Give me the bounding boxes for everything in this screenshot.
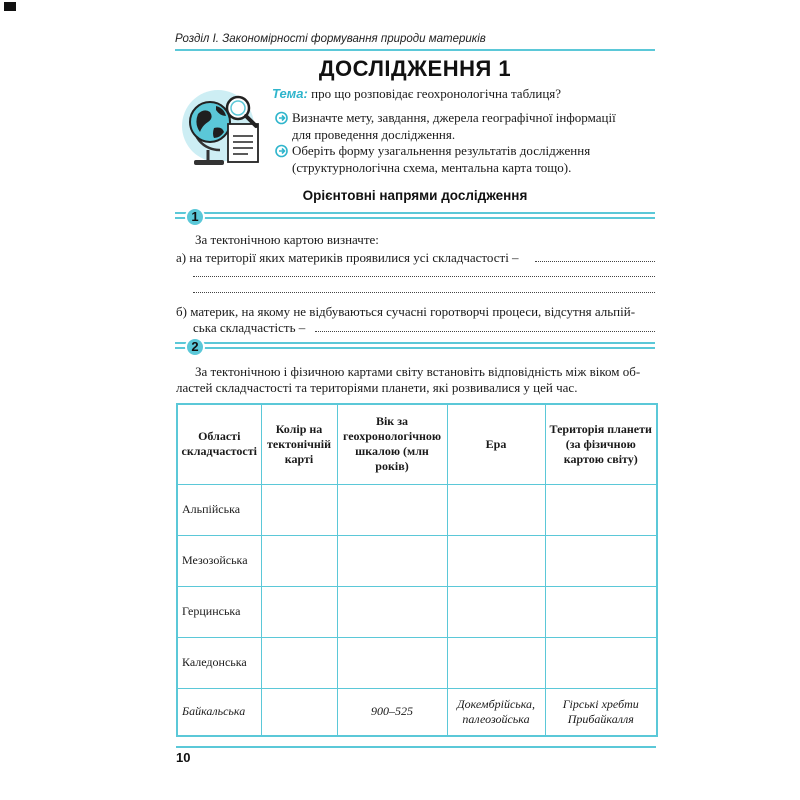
table-row-example: [177, 688, 657, 736]
page-number: 10: [176, 750, 191, 765]
answer-line[interactable]: [315, 331, 655, 332]
table-cell[interactable]: [261, 484, 337, 535]
table-cell: Мезозойська: [177, 535, 261, 586]
arrow-bullet-icon: [275, 143, 288, 159]
table-header-cell: Колір на тектонічній карті: [261, 404, 337, 484]
topic-label: Тема:: [272, 86, 308, 101]
table-cell[interactable]: [545, 484, 657, 535]
table-row: [177, 637, 657, 688]
instruction-line: Визначте мету, завдання, джерела географічної інформації: [292, 110, 616, 125]
chapter-divider: [175, 49, 655, 51]
table-row: [177, 535, 657, 586]
table-cell: Герцинська: [177, 586, 261, 637]
table-cell[interactable]: [261, 586, 337, 637]
section-number-badge: 2: [185, 337, 205, 357]
task-1-intro: За тектонічною картою визначте:: [195, 232, 379, 247]
section-heading: Орієнтовні напрями дослідження: [302, 188, 528, 203]
topic-text: про що розповідає геохронологічна таблиця?: [311, 86, 562, 101]
table-cell: Каледонська: [177, 637, 261, 688]
table-cell[interactable]: [337, 484, 447, 535]
task-2-text: ластей складчастості та територіями планети, які розвивалися у цей час.: [176, 380, 578, 395]
instruction-line: (структурнологічна схема, ментальна карта тощо).: [292, 159, 572, 175]
table-cell[interactable]: [447, 586, 545, 637]
table-header-cell: Області складчастості: [177, 404, 261, 484]
task-1b-text: б) материк, на якому не відбуваються сучасні горотворчі процеси, відсутня альпій-: [176, 304, 636, 319]
research-topic: [272, 86, 662, 102]
instruction-item: [292, 143, 662, 176]
table-cell: Байкальська: [177, 688, 261, 736]
answer-line[interactable]: [535, 261, 655, 262]
table-cell[interactable]: [337, 535, 447, 586]
table-header-row: [177, 404, 657, 484]
table-cell[interactable]: [337, 586, 447, 637]
table-header-cell: Вік за геохронологічною шкалою (млн років): [337, 404, 447, 484]
page-title: ДОСЛІДЖЕННЯ 1: [318, 56, 512, 81]
table-cell[interactable]: [261, 535, 337, 586]
table-cell: [261, 688, 337, 736]
globe-research-illustration: [178, 88, 270, 170]
section-2-bar: [175, 339, 655, 357]
task-1a-text: а) на території яких материків проявилися усі складчастості –: [176, 250, 519, 265]
instruction-line: для проведення дослідження.: [292, 126, 456, 142]
section-number-badge: 1: [185, 207, 205, 227]
table-header-cell: Ера: [447, 404, 545, 484]
section-divider: [175, 342, 655, 344]
task-2-text: За тектонічною і фізичною картами світу встановіть відповідність між віком об-: [195, 364, 641, 379]
table-cell: Альпійська: [177, 484, 261, 535]
table-cell[interactable]: [447, 535, 545, 586]
table-cell: Гірські хребти Прибайкалля: [545, 688, 657, 736]
table-cell[interactable]: [447, 484, 545, 535]
table-row: [177, 586, 657, 637]
section-1-bar: [175, 209, 655, 227]
section-divider: [175, 212, 655, 214]
chapter-header: Розділ І. Закономірності формування природи материків: [175, 33, 486, 45]
table-cell[interactable]: [447, 637, 545, 688]
answer-line[interactable]: [193, 292, 655, 293]
table-cell[interactable]: [545, 637, 657, 688]
answer-line[interactable]: [193, 276, 655, 277]
table-cell: Докембрійська, палеозойська: [447, 688, 545, 736]
table-row: [177, 484, 657, 535]
table-header-cell: Територія планети (за фізичною картою світу): [545, 404, 657, 484]
folding-areas-table: [176, 403, 658, 737]
table-cell: 900–525: [337, 688, 447, 736]
task-1b-text: ська складчастість –: [193, 320, 306, 335]
instruction-item: [292, 110, 662, 143]
arrow-bullet-icon: [275, 110, 288, 126]
table-cell[interactable]: [545, 586, 657, 637]
table-cell[interactable]: [337, 637, 447, 688]
table-cell[interactable]: [261, 637, 337, 688]
instruction-line: Оберіть форму узагальнення результатів дослідження: [292, 143, 591, 158]
section-divider: [175, 217, 655, 219]
section-divider: [175, 347, 655, 349]
table-cell[interactable]: [545, 535, 657, 586]
footer-divider: [176, 746, 656, 748]
corner-mark: [4, 2, 16, 11]
